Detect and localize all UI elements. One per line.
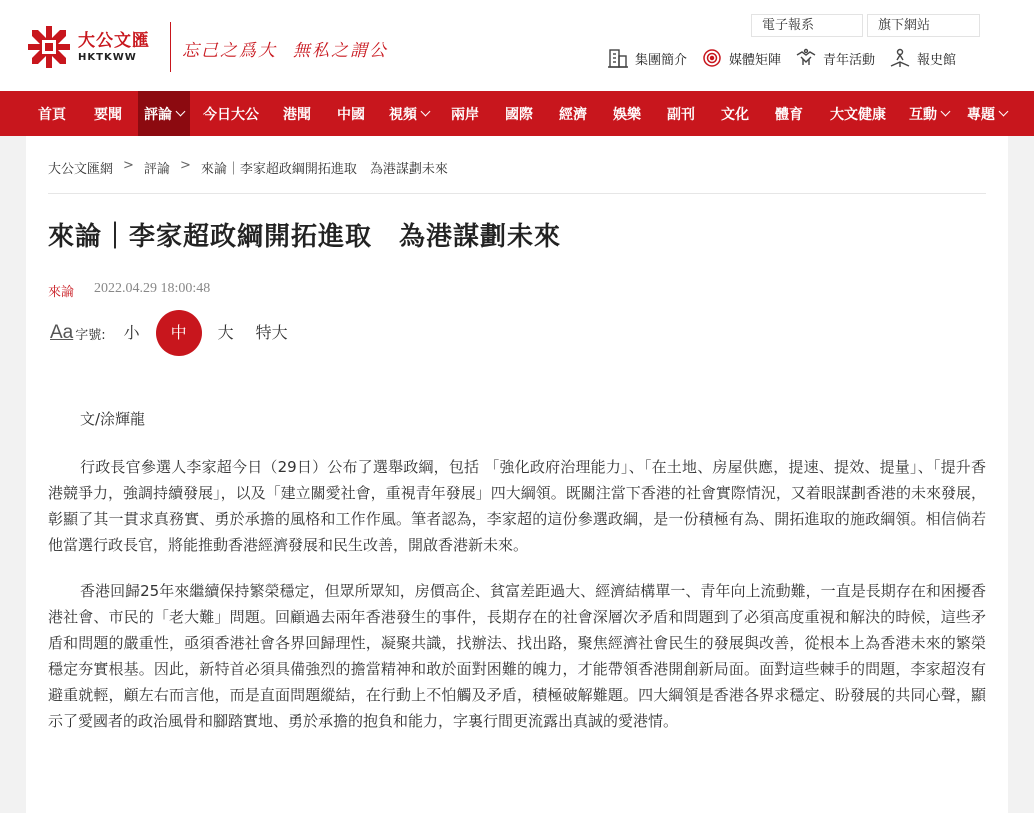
nav-item-hk-news[interactable]: 港聞 bbox=[283, 106, 311, 123]
quick-link-label: 媒體矩陣 bbox=[729, 52, 782, 68]
nav-item-economy[interactable]: 經濟 bbox=[559, 106, 587, 123]
chevron-down-icon bbox=[999, 107, 1009, 117]
nav-item-takungpao-today[interactable]: 今日大公 bbox=[203, 106, 259, 123]
breadcrumb-current: 來論｜李家超政綱開拓進取 為港謀劃未來 bbox=[200, 162, 448, 177]
quick-link-youth[interactable] bbox=[795, 47, 875, 69]
nav-item-entertainment[interactable]: 娛樂 bbox=[613, 106, 641, 123]
nav-item-video[interactable]: 視頻 bbox=[380, 91, 438, 136]
nav-item-special[interactable]: 專題 bbox=[958, 91, 1016, 136]
divider bbox=[48, 193, 986, 194]
article-category-link[interactable]: 來論 bbox=[48, 285, 75, 300]
slogan-part-2: 無私之謂公 bbox=[293, 41, 388, 61]
quick-link-group-intro[interactable] bbox=[607, 47, 687, 69]
nav-item-international[interactable]: 國際 bbox=[505, 106, 533, 123]
breadcrumb-home[interactable]: 大公文匯網 bbox=[48, 162, 114, 177]
logo-divider bbox=[170, 22, 171, 72]
site-header bbox=[0, 0, 1034, 91]
nav-item-home[interactable]: 首頁 bbox=[38, 106, 66, 123]
article-title: 來論｜李家超政綱開拓進取 為港謀劃未來 bbox=[48, 222, 562, 252]
handshake-icon bbox=[795, 47, 817, 69]
slogan bbox=[182, 36, 388, 61]
logo-english: HKTKWW bbox=[78, 51, 137, 63]
breadcrumb-opinion[interactable]: 評論 bbox=[143, 162, 170, 177]
article-date: 2022.04.29 18:00:48 bbox=[94, 281, 211, 296]
article-meta bbox=[48, 281, 210, 300]
quick-link-label: 青年活動 bbox=[823, 52, 876, 68]
article-container bbox=[26, 136, 1008, 813]
nav-item-health[interactable]: 大文健康 bbox=[830, 106, 886, 123]
chevron-down-icon bbox=[941, 107, 951, 117]
quick-link-label: 集團簡介 bbox=[635, 52, 688, 68]
font-size-medium-button[interactable]: 中 bbox=[156, 310, 202, 356]
article-paragraph: 香港回歸25年來繼續保持繁榮穩定，但眾所眾知，房價高企、貧富差距過大、經濟結構單一、青年向上流動難，一直是長期存在和困擾香港社會、市民的「老大難」問題。回顧過去兩年香港發生的事件，長期存在的社會深層次矛盾和問題到了必須高度重視和解決的時候，這些矛盾和問題的嚴重性，亟須香港社會各界回歸理性，凝聚共識，找辦法、找出路，聚焦經濟社會民生的發展與改善，從根本上為香港未來的繁榮穩定夯實根基。因此，新特首必須具備強烈的擔當精神和敢於面對困難的魄力，才能帶領香港開創新局面。面對這些棘手的問題，李家超沒有避重就輕，顧左右而言他，而是直面問題縱結，在行動上不怕觸及矛盾，積極破解難題。四大綱領是香港各界求穩定、盼發展的共同心聲，顯示了愛國者的政治風骨和腳踏實地、勇於承擔的抱負和能力，字裏行間更流露出真誠的愛港情。 bbox=[48, 582, 986, 730]
main-nav bbox=[0, 91, 1034, 136]
chevron-down-icon bbox=[421, 107, 431, 117]
nav-item-cross-strait[interactable]: 兩岸 bbox=[451, 106, 479, 123]
quick-links bbox=[607, 46, 956, 70]
article-author: 文/涂輝龍 bbox=[80, 410, 146, 428]
breadcrumb bbox=[48, 158, 448, 177]
slogan-part-1: 忘己之爲大 bbox=[182, 41, 277, 61]
breadcrumb-separator: > bbox=[179, 158, 191, 173]
article-paragraph: 行政長官參選人李家超今日（29日）公布了選舉政綱，包括 「強化政府治理能力」、「在土地、房屋供應，提速、提效、提量」、「提升香港競爭力，強調持續發展」，以及「建立關愛社會，重視青年發展」四大綱領。既關注當下香港的社會實際情況，又着眼謀劃香港的未來發展，彰顯了其一貫求真務實、勇於承擔的風格和工作作風。筆者認為，李家超的這份參選政綱，是一份積極有為、開拓進取的施政綱領。相信倘若他當選行政長官，將能推動香港經濟發展和民生改善，開啟香港新未來。 bbox=[48, 458, 986, 554]
logo-mark-icon bbox=[26, 24, 72, 70]
quick-link-label: 報史館 bbox=[917, 52, 957, 68]
font-size-small-button[interactable]: 小 bbox=[123, 323, 140, 342]
quick-link-history[interactable] bbox=[889, 47, 956, 69]
font-size-large-button[interactable]: 大 bbox=[217, 323, 234, 342]
font-size-xlarge-button[interactable]: 特大 bbox=[255, 323, 288, 342]
nav-item-opinion[interactable]: 評論 bbox=[138, 91, 190, 136]
building-icon bbox=[607, 47, 629, 69]
quick-link-media-matrix[interactable] bbox=[701, 47, 781, 69]
nav-item-interactive[interactable]: 互動 bbox=[900, 91, 958, 136]
epaper-dropdown[interactable]: 電子報系 bbox=[751, 14, 863, 37]
font-size-icon: Aa bbox=[50, 322, 74, 343]
nav-item-supplement[interactable]: 副刊 bbox=[667, 106, 695, 123]
reading-icon bbox=[889, 47, 911, 69]
breadcrumb-separator: > bbox=[123, 158, 134, 173]
font-size-control bbox=[50, 310, 310, 356]
logo-chinese: 大公文匯 bbox=[78, 30, 150, 51]
article-body bbox=[48, 406, 986, 754]
chevron-down-icon bbox=[176, 107, 186, 117]
nav-item-china[interactable]: 中國 bbox=[337, 106, 365, 123]
nav-item-sports[interactable]: 體育 bbox=[775, 106, 803, 123]
nav-item-headlines[interactable]: 要聞 bbox=[94, 106, 122, 123]
sites-dropdown[interactable]: 旗下網站 bbox=[867, 14, 980, 37]
site-logo[interactable] bbox=[26, 22, 166, 72]
target-icon bbox=[701, 47, 723, 69]
font-size-label: 字號: bbox=[75, 327, 106, 343]
nav-item-culture[interactable]: 文化 bbox=[721, 106, 749, 123]
